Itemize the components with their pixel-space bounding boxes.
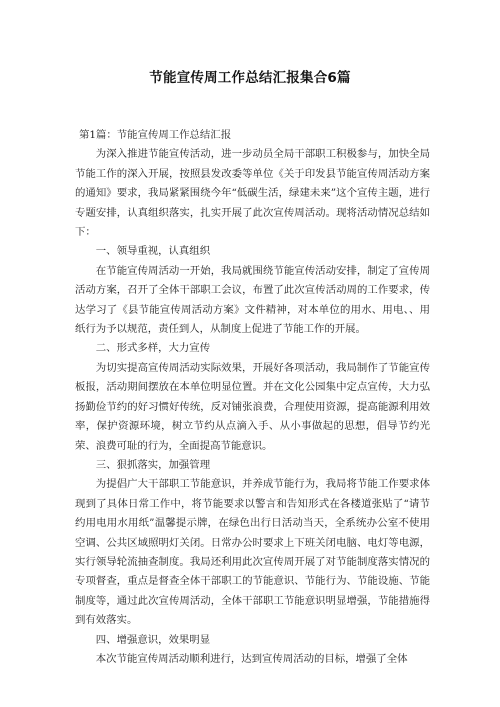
heading-1: 一、领导重视，认真组织 bbox=[95, 245, 211, 258]
document-body bbox=[75, 126, 430, 669]
paragraph-1: 在节能宣传周活动一开始，我局就围绕节能宣传活动安排，制定了宣传周活动方案，召开了全体干部职工会议，布置了此次宣传活动周的工作要求，传达学习了《县节能宣传周活动方案》文件精神，对本单位的用水、用电、、用纸行为予以规范，责任到人，从制度上促进了节能工作的开展。 bbox=[75, 264, 430, 336]
document-title: 节能宣传周工作总结汇报集合6篇 bbox=[149, 70, 351, 86]
heading-2: 二、形式多样，大力宣传 bbox=[95, 342, 211, 355]
section-title: 第1篇：节能宣传周工作总结汇报 bbox=[79, 129, 232, 141]
paragraph-3: 为提倡广大干部职工节能意识，并养成节能行为，我局将节能工作要求体现到了具体日常工作中，将节能要求以警言和告知形式在各楼道张贴了“请节约用电用水用纸”温馨提示牌，在绿色出行日活动当天，全系统办公室不使用空调、公共区域照明灯关闭。日常办公时要求上下班关闭电脑、电灯等电源，实行领导轮流抽查制度。我局还利用此次宣传周开展了对节能制度落实情况的专项督查，重点是督查全体干部职工的节能意识、节能行为、节能设施、节能制度等，通过此次宣传周活动，全体干部职工节能意识明显增强，节能措施得到有效落实。 bbox=[75, 478, 430, 627]
heading-3: 三、狠抓落实，加强管理 bbox=[95, 458, 211, 471]
intro-paragraph: 为深入推进节能宣传活动，进一步动员全局干部职工积极参与，加快全局节能工作的深入开展，按照县发改委等单位《关于印发县节能宣传周活动方案的通知》要求，我局紧紧围绕今年“低碳生活，绿建未来”这个宣传主题，进行专题安排，认真组织落实，扎实开展了此次宣传周活动。现将活动情况总结如下： bbox=[75, 148, 430, 239]
paragraph-2: 为切实提高宣传周活动实际效果，开展好各项活动，我局制作了节能宣传板报，活动期间摆放在本单位明显位置。并在文化公园集中定点宣传，大力弘扬勤俭节约的好习惯好传统，反对铺张浪费，合理使用资源，提高能源利用效率，保护资源环境，树立节约从点滴入手、从小事做起的思想，倡导节约光荣、浪费可耻的行为，全面提高节能意识。 bbox=[75, 361, 430, 452]
paragraph-4: 本次节能宣传周活动顺利进行，达到宣传周活动的目标，增强了全体 bbox=[95, 652, 408, 665]
heading-4: 四、增强意识，效果明显 bbox=[95, 633, 211, 646]
